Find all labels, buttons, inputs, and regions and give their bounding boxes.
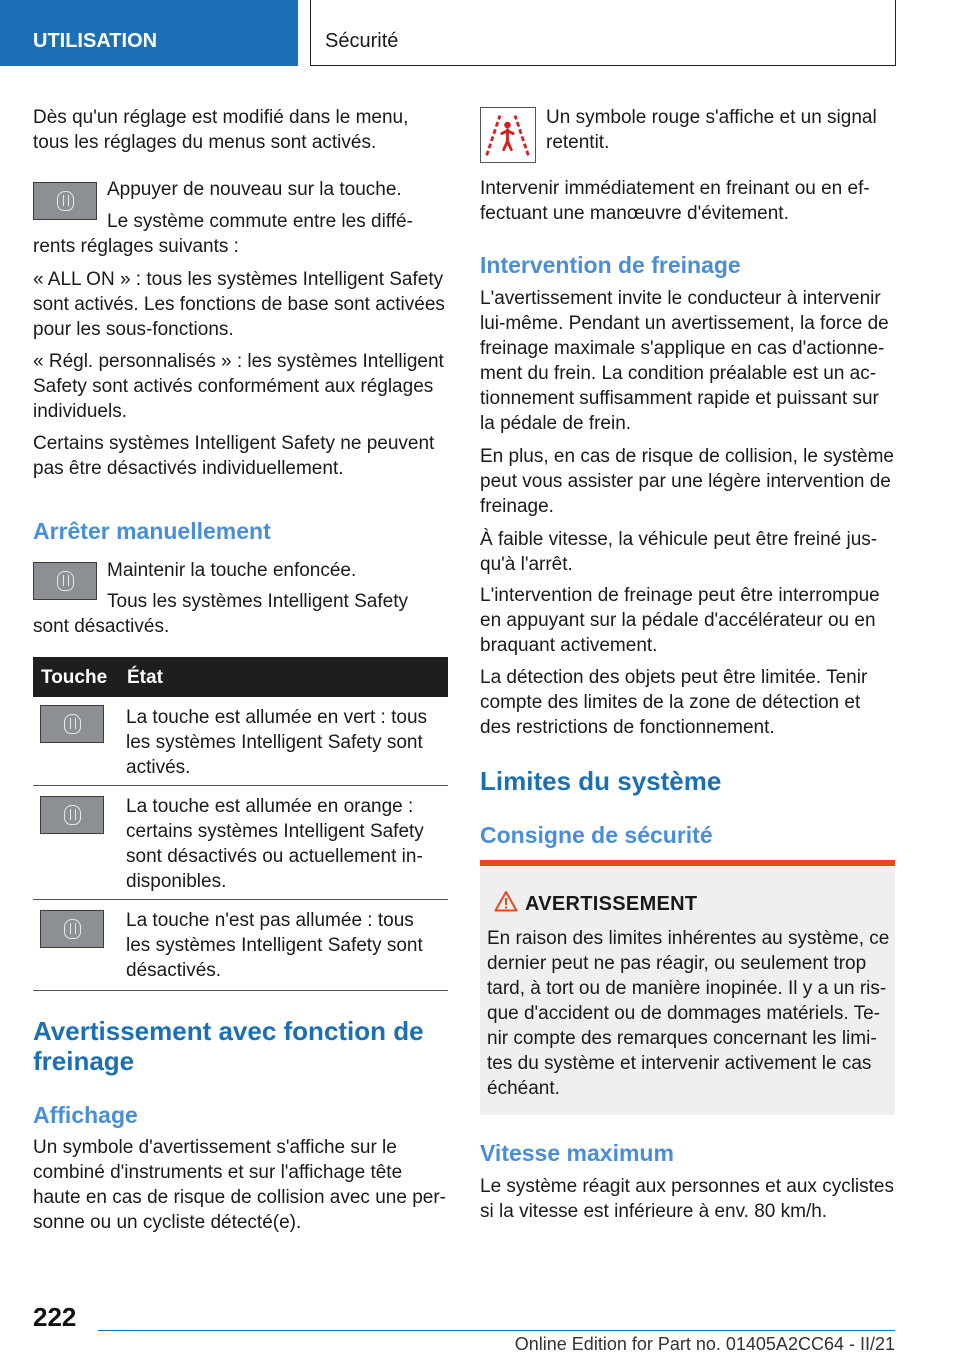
heading-intervention: Intervention de freinage <box>480 252 741 278</box>
paragraph: Le système réagit aux personnes et aux cyclistes si la vitesse est inférieure à env. 80 km/h. <box>480 1176 894 1222</box>
topic-tab: Sécurité <box>310 0 896 66</box>
table-cell-state: La touche est allumée en vert : tous les systèmes Intelligent Safety sont activés. <box>126 707 428 778</box>
paragraph: Un symbole rouge s'affiche et un signal retentit. <box>546 107 877 153</box>
table-cell-state: La touche n'est pas allumée : tous les systèmes Intelligent Safety sont désactivés. <box>126 910 423 981</box>
table-col-etat: État <box>127 667 163 688</box>
heading-affichage: Affichage <box>33 1102 138 1128</box>
paragraph: Un symbole d'avertissement s'affiche sur le combiné d'instruments et sur l'affichage tête haute en cas de risque de collision avec une per-sonne ou un cycliste détecté(e). <box>33 1137 446 1233</box>
paragraph: « ALL ON » : tous les systèmes Intelligent Safety sont activés. Les fonctions de base sont activées pour les sous-fonctions. <box>33 269 445 340</box>
table-divider <box>33 990 448 991</box>
paragraph: Appuyer de nouveau sur la touche. <box>107 179 402 200</box>
warning-title: AVERTISSEMENT <box>525 893 698 915</box>
warning-box <box>480 860 895 1115</box>
paragraph: À faible vitesse, la véhicule peut être freiné jus-qu'à l'arrêt. <box>480 529 878 575</box>
edition-text: Online Edition for Part no. 01405A2CC64 - II/21 <box>514 1334 895 1354</box>
paragraph: La détection des objets peut être limitée. Tenir compte des limites de la zone de détection et des restrictions de fonctionnement. <box>480 667 868 738</box>
table-col-touche: Touche <box>41 667 108 688</box>
paragraph: Dès qu'un réglage est modifié dans le menu, tous les réglages du menus sont activés. <box>33 107 409 153</box>
heading-arreter: Arrêter manuellement <box>33 518 271 544</box>
paragraph: Certains systèmes Intelligent Safety ne peuvent pas être désactivés individuellement. <box>33 433 435 479</box>
heading-consigne: Consigne de sécurité <box>480 822 713 848</box>
table-header <box>33 657 448 697</box>
warning-triangle-icon <box>494 890 518 912</box>
button-orange-icon <box>40 796 104 834</box>
warning-text: En raison des limites inhérentes au système, ce dernier peut ne pas réagir, ou seulement trop tard, à tort ou de manière inopinée. Il y a un ris-que d'accident ou de dommages matériels. Te-nir compte des remarques concernant les limi-tes du système et intervenir activement le cas échéant. <box>487 928 890 1099</box>
pedestrian-warning-icon <box>480 107 536 163</box>
paragraph: Maintenir la touche enfoncée. <box>107 560 357 581</box>
heading-limites: Limites du système <box>480 766 722 796</box>
footer-divider <box>98 1330 895 1331</box>
paragraph: Intervenir immédiatement en freinant ou en ef-fectuant une manœuvre d'évitement. <box>480 178 870 224</box>
heading-avertissement: Avertissement avec fonction de freinage <box>33 1016 424 1076</box>
paragraph: L'avertissement invite le conducteur à intervenir lui-même. Pendant un avertissement, la force de freinage maximale s'applique en cas d'actionne-ment du frein. La condition préalable est un ac-tionnement suffisamment rapide et puissant sur la pédale de frein. <box>480 288 889 434</box>
table-divider <box>33 899 448 900</box>
button-green-icon <box>40 705 104 743</box>
table-cell-state: La touche est allumée en orange : certains systèmes Intelligent Safety sont désactivés ou actuellement in-disponibles. <box>126 796 424 892</box>
page-number: 222 <box>33 1302 77 1332</box>
paragraph: En plus, en cas de risque de collision, le système peut vous assister par une légère intervention de freinage. <box>480 446 894 517</box>
paragraph: « Régl. personnalisés » : les systèmes Intelligent Safety sont activés conformément aux réglages individuels. <box>33 351 444 422</box>
page-header <box>0 0 960 66</box>
table-divider <box>33 785 448 786</box>
paragraph: Tous les systèmes Intelligent Safety sont désactivés. <box>33 591 408 637</box>
paragraph: Le système commute entre les diffé-rents réglages suivants : <box>33 211 413 257</box>
heading-vitesse: Vitesse maximum <box>480 1140 674 1166</box>
paragraph: L'intervention de freinage peut être interrompue en appuyant sur la pédale d'accélérateur ou en braquant activement. <box>480 585 880 656</box>
section-tab: UTILISATION <box>0 0 298 66</box>
button-off-icon <box>40 910 104 948</box>
